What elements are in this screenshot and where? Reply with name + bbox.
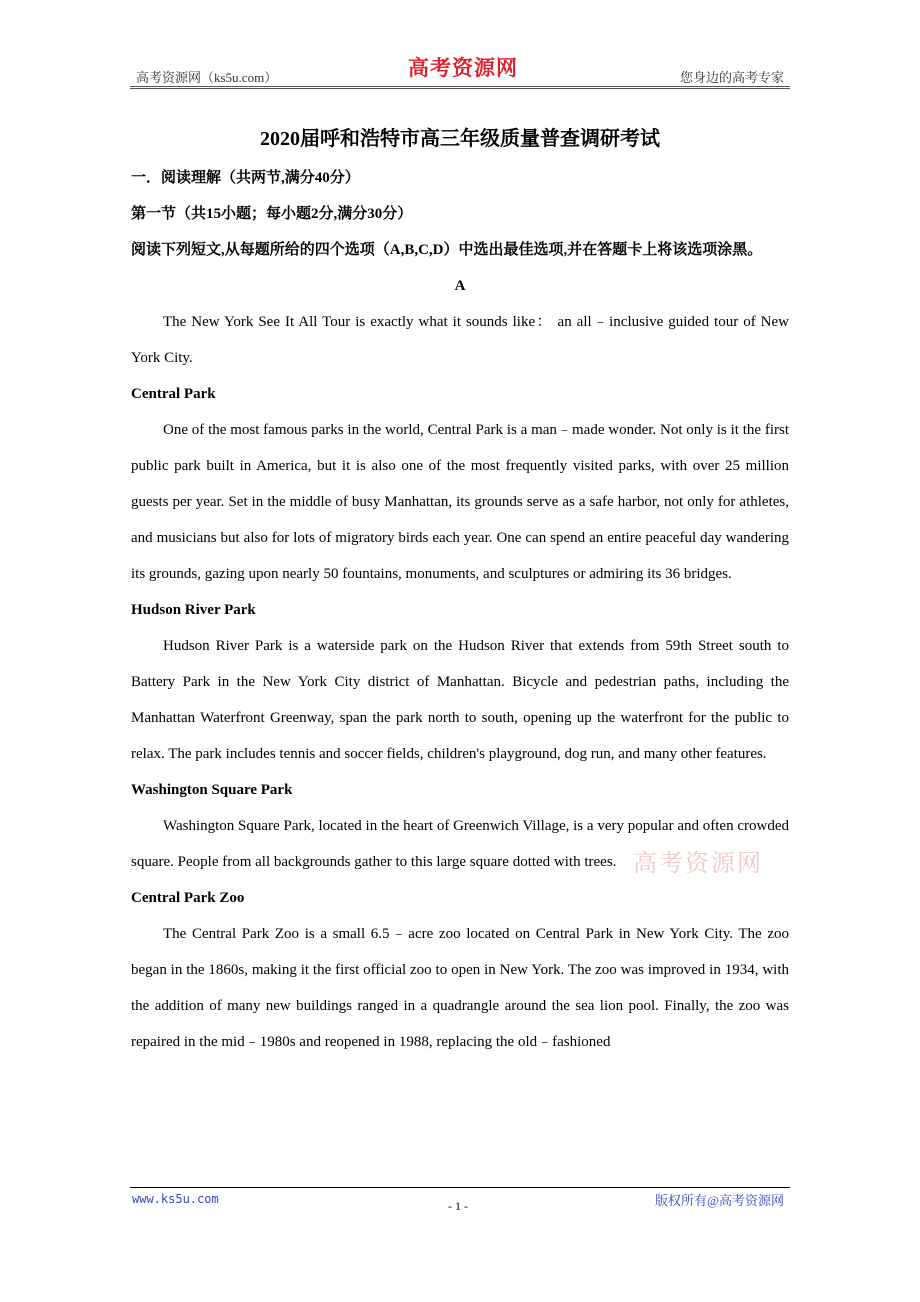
instructions: 阅读下列短文,从每题所给的四个选项（A,B,C,D）中选出最佳选项,并在答题卡上将该选项涂黑。 <box>131 242 763 258</box>
page-footer <box>130 1187 790 1213</box>
header-slogan: 您身边的高考专家 <box>679 70 784 85</box>
subheading-central-park-zoo: Central Park Zoo <box>131 890 245 906</box>
passage-label: A <box>454 278 466 294</box>
passage-intro: The New York See It All Tour is exactly what it sounds like： an all﹣inclusive guided tour of New York City. <box>131 314 789 366</box>
section-heading: 一．阅读理解（共两节,满分40分） <box>131 170 360 186</box>
subheading-central-park: Central Park <box>131 386 216 402</box>
paragraph-central-park: One of the most famous parks in the world, Central Park is a man﹣made wonder. Not only is it the first public park built in America, but it is also one of the most frequently visited parks, with over 25 million guests per year. Set in the middle of busy Manhattan, its grounds serve as a safe harbor, not only for athletes, and musicians but also for lots of migratory birds each year. One can spend an entire peaceful day wandering its grounds, gazing upon nearly 50 fountains, monuments, and sculptures or admiring its 36 bridges. <box>131 422 789 582</box>
document-body <box>131 160 789 1060</box>
subheading-hudson-river-park: Hudson River Park <box>131 602 256 618</box>
paragraph-hudson-river-park: Hudson River Park is a waterside park on the Hudson River that extends from 59th Street south to Battery Park in the New York City district of Manhattan. Bicycle and pedestrian paths, including the Manhattan Waterfront Greenway, span the park north to south, opening up the waterfront for the public to relax. The park includes tennis and soccer fields, children's playground, dog run, and many other features. <box>131 638 789 762</box>
page-header <box>130 58 790 89</box>
footer-website-link[interactable]: www.ks5u.com <box>132 1192 219 1206</box>
header-logo: 高考资源网 <box>408 56 518 80</box>
page-number: - 1 - <box>448 1199 468 1213</box>
paragraph-washington-square-park: Washington Square Park, located in the heart of Greenwich Village, is a very popular and often crowded square. People from all backgrounds gather to this large square dotted with trees. <box>131 818 789 870</box>
watermark: 高考资源网 <box>633 851 763 877</box>
footer-copyright: 版权所有@高考资源网 <box>655 1193 784 1208</box>
part-heading: 第一节（共15小题；每小题2分,满分30分） <box>131 206 413 222</box>
exam-title: 2020届呼和浩特市高三年级质量普查调研考试 <box>260 128 660 150</box>
subheading-washington-square-park: Washington Square Park <box>131 782 293 798</box>
paragraph-central-park-zoo: The Central Park Zoo is a small 6.5﹣acre zoo located on Central Park in New York City. The zoo began in the 1860s, making it the first official zoo to open in New York. The zoo was improved in 1934, with the addition of many new buildings ranged in a quadrangle around the sea lion pool. Finally, the zoo was repaired in the mid﹣1980s and reopened in 1988, replacing the old﹣fashioned <box>131 926 789 1050</box>
header-site-name: 高考资源网（ks5u.com） <box>136 70 278 85</box>
